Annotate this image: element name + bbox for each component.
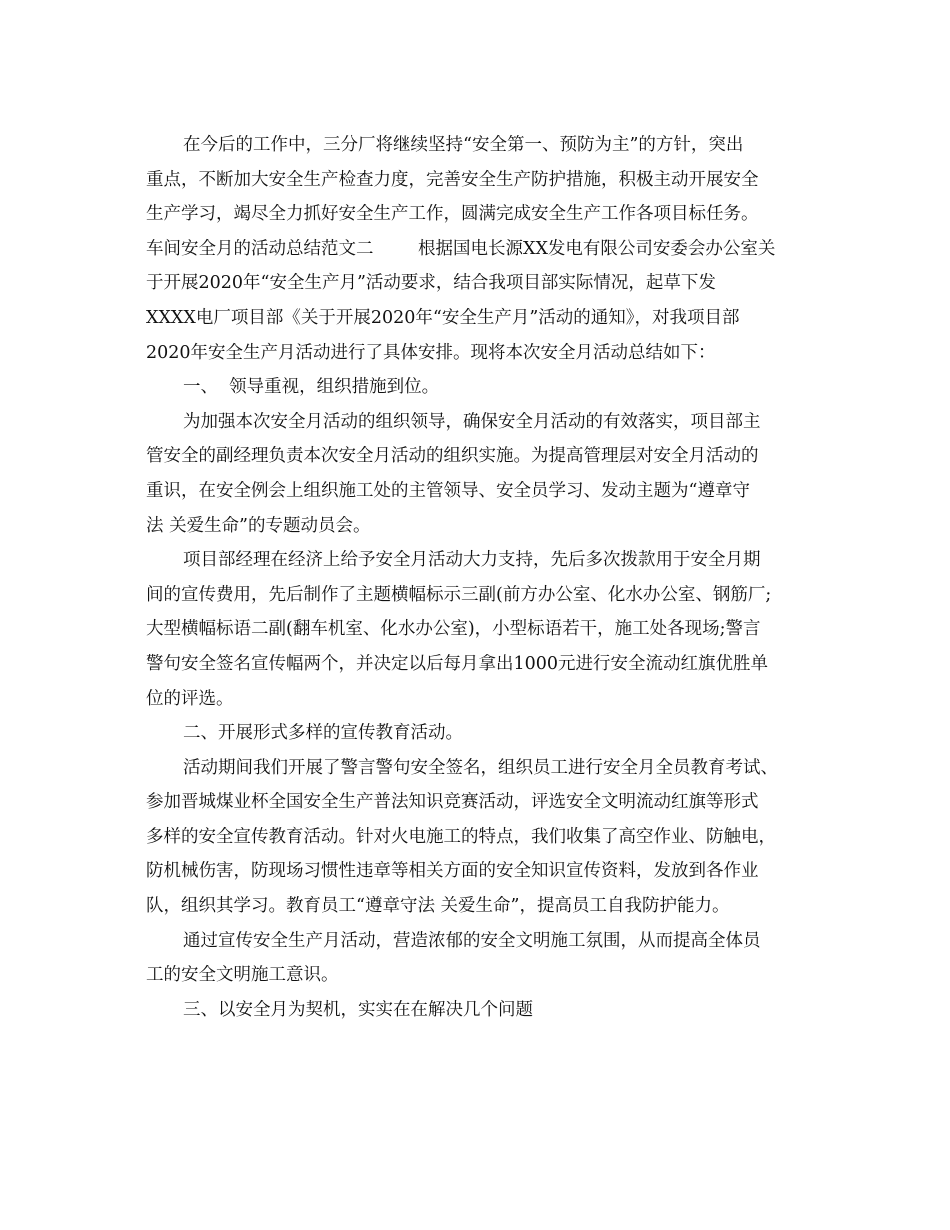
section-heading: 一、 领导重视，组织措施到位。 [183, 377, 440, 398]
text-line: 队，组织其学习。教育员工“遵章守法 关爱生命”，提高员工自我防护能力。 [146, 896, 730, 917]
text-line: 在今后的工作中，三分厂将继续坚持“安全第一、预防为主”的方针，突出 [183, 135, 744, 155]
text-line: 车间安全月的活动总结范文二 根据国电长源XX发电有限公司安委会办公室关 [146, 238, 776, 259]
section-heading: 三、以安全月为契机，实实在在解决几个问题 [183, 999, 533, 1020]
text-line: 多样的安全宣传教育活动。针对火电施工的特点，我们收集了高空作业、防触电， [146, 826, 776, 847]
text-line: 警句安全签名宣传幅两个，并决定以后每月拿出1000元进行安全流动红旗优胜单 [146, 653, 769, 674]
text-line: 位的评选。 [146, 688, 234, 709]
text-line: 2020年安全生产月活动进行了具体安排。现将本次安全月活动总结如下： [146, 342, 716, 363]
section-heading: 二、开展形式多样的宣传教育活动。 [183, 723, 463, 744]
text-line: 活动期间我们开展了警言警句安全签名，组织员工进行安全月全员教育考试、 [183, 757, 778, 778]
text-line: 大型横幅标语二副(翻车机室、化水办公室)，小型标语若干，施工处各现场;警言 [146, 619, 761, 640]
text-line: 间的宣传费用，先后制作了主题横幅标示三副(前方办公室、化水办公室、钢筋厂; [146, 584, 772, 605]
text-line: 防机械伤害，防现场习惯性违章等相关方面的安全知识宣传资料，发放到各作业 [146, 861, 759, 882]
text-line: 法 关爱生命”的专题动员会。 [146, 515, 371, 536]
text-line: XXXX电厂项目部《关于开展2020年“安全生产月”活动的通知》，对我项目部 [146, 307, 740, 328]
text-line: 为加强本次安全月活动的组织领导，确保安全月活动的有效落实，项目部主 [183, 411, 761, 432]
text-line: 参加晋城煤业杯全国安全生产普法知识竞赛活动，评选安全文明流动红旗等形式 [146, 792, 759, 813]
document-body [146, 128, 816, 1027]
text-line: 重点，不断加大安全生产检查力度，完善安全生产防护措施，积极主动开展安全 [146, 169, 759, 190]
text-line: 通过宣传安全生产月活动，营造浓郁的安全文明施工氛围，从而提高全体员 [183, 930, 761, 951]
text-line: 生产学习，竭尽全力抓好安全生产工作，圆满完成安全生产工作各项目标任务。 [146, 204, 759, 225]
text-line: 项目部经理在经济上给予安全月活动大力支持，先后多次拨款用于安全月期 [183, 550, 761, 571]
text-line: 工的安全文明施工意识。 [146, 965, 339, 986]
text-line: 于开展2020年“安全生产月”活动要求，结合我项目部实际情况，起草下发 [146, 273, 716, 294]
text-line: 管安全的副经理负责本次安全月活动的组织实施。为提高管理层对安全月活动的 [146, 446, 759, 467]
text-line: 重识，在安全例会上组织施工处的主管领导、安全员学习、发动主题为“遵章守 [146, 480, 750, 501]
